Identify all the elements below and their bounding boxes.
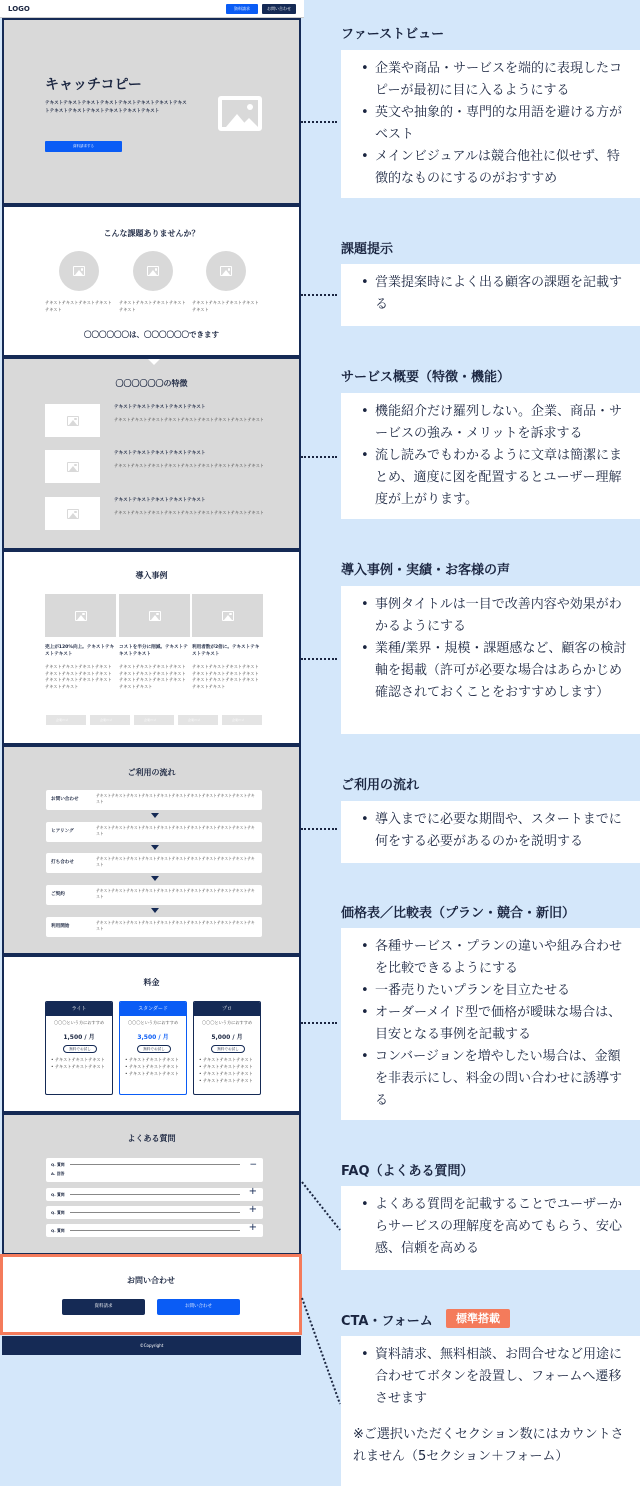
- panel-bullet: • 各種サービス・プランの違いや組み合わせを比較できるようにする: [375, 936, 631, 980]
- wf-hero-text: テキストテキストテキストテキストテキストテキストテキストテキストテキストテキストテキストテキストテキストテキスト: [45, 101, 187, 114]
- wf-faq-title: よくある質問: [127, 1134, 176, 1143]
- panel-title-flow: ご利用の流れ: [341, 778, 420, 793]
- panel-bullet: • 企業や商品・サービスを端的に表現したコピーが最初に目に入るようにする: [375, 58, 631, 102]
- wf-problem-conclusion: 〇〇〇〇〇〇は、〇〇〇〇〇〇できます: [84, 330, 219, 339]
- panel-bullet: • 業種/業界・規模・課題感など、顧客の検討軸を掲載（許可が必要な場合はあらかじめ確認されておくことをおすすめします）: [375, 638, 631, 704]
- panel-bullet: • 機能紹介だけ羅列しない。企業、商品・サービスの強み・メリットを訴求する: [375, 401, 631, 445]
- wf-feature-head-3: テキストテキストテキストテキストテキスト: [114, 498, 206, 503]
- wf-faq-item-open[interactable]: Q. 質問 A. 回答 −: [46, 1158, 263, 1182]
- panel-box-cases: [341, 586, 640, 734]
- panel-box-pricing: [341, 928, 640, 1120]
- wf-hero-title: キャッチコピー: [45, 77, 142, 93]
- wf-pricing-title: 料金: [143, 978, 160, 987]
- wf-case-image-3: [192, 594, 263, 637]
- wf-cta-title: お問い合わせ: [127, 1276, 175, 1285]
- wf-flow-arrow: [151, 845, 159, 850]
- wf-client-logo-4: 企業ロゴ: [178, 715, 218, 725]
- wf-feature-image-1: [45, 404, 100, 437]
- panel-bullet: • 導入までに必要な期間や、スタートまでに何をする必要があるのかを説明する: [375, 809, 631, 853]
- panel-title-pricing: 価格表／比較表（プラン・競合・新旧）: [341, 906, 576, 921]
- wf-problem-title: こんな課題ありませんか？: [103, 229, 200, 238]
- plus-icon: +: [248, 1204, 257, 1215]
- wf-case-head-2: コストを半分に削減。テキストテキストテキスト: [119, 645, 188, 657]
- wf-logo: LOGO: [8, 5, 30, 13]
- panel-box-firstview: [341, 50, 640, 198]
- panel-box-faq: [341, 1186, 640, 1270]
- wf-plan-standard: スタンダード 〇〇〇という方におすすめ 3,500 / 月 無料でお試し • テキストテキストテキスト • テキストテキストテキスト • テキストテキストテキスト: [119, 1001, 187, 1095]
- wf-flow-step-5: 利用開始 テキストテキストテキストテキストテキストテキストテキストテキストテキストテキストテキスト: [46, 917, 262, 937]
- wf-case-head-1: 売上が120%向上。テキストテキストテキスト: [45, 645, 115, 657]
- wf-footer: ©Copyright: [2, 1336, 301, 1355]
- wf-section-arrow: [148, 359, 160, 365]
- wf-problem-image-3: [206, 251, 246, 291]
- wf-flow-arrow: [151, 908, 159, 913]
- wf-cta-doc-button[interactable]: 資料請求: [62, 1299, 145, 1315]
- panel-title-service: サービス概要（特徴・機能）: [341, 370, 511, 385]
- panel-title-cta: CTA・フォーム: [341, 1314, 433, 1329]
- panel-badge-standard: 標準搭載: [446, 1309, 510, 1328]
- panel-bullet: • オーダーメイド型で価格が曖昧な場合は、目安となる事例を記載する: [375, 1002, 631, 1046]
- wf-navbar: [0, 0, 304, 18]
- wf-pricing-section: [2, 955, 301, 1113]
- panel-title-faq: FAQ（よくある質問）: [341, 1164, 474, 1179]
- wf-cases-title: 導入事例: [135, 571, 168, 580]
- wf-case-body-1: テキストテキストテキストテキストテキストテキストテキストテキストテキストテキストテキストテキストテキストテキスト: [45, 664, 112, 689]
- wf-features-title: 〇〇〇〇〇〇の特徴: [115, 379, 188, 388]
- panel-bullet: • 英文や抽象的・専門的な用語を避ける方がベスト: [375, 102, 631, 146]
- wf-flow-step-3: 打ち合わせ テキストテキストテキストテキストテキストテキストテキストテキストテキストテキストテキスト: [46, 853, 262, 873]
- wf-faq-item[interactable]: Q. 質問 +: [46, 1224, 263, 1237]
- wf-problem-image-2: [133, 251, 173, 291]
- wf-flow-step-4: ご契約 テキストテキストテキストテキストテキストテキストテキストテキストテキストテキストテキスト: [46, 885, 262, 905]
- wf-flow-arrow: [151, 813, 159, 818]
- panel-bullet: • 資料請求、無料相談、お問合せなど用途に合わせてボタンを設置し、フォームへ遷移させます: [375, 1344, 631, 1410]
- wf-flow-step-2: ヒアリング テキストテキストテキストテキストテキストテキストテキストテキストテキストテキストテキスト: [46, 822, 262, 842]
- wf-feature-head-1: テキストテキストテキストテキストテキスト: [114, 405, 206, 410]
- wf-cta-contact-button[interactable]: お問い合わせ: [157, 1299, 240, 1315]
- panel-box-service: [341, 393, 640, 519]
- wf-problem-text-1: テキストテキストテキストテキストテキスト: [45, 300, 112, 312]
- wf-client-logo-5: 企業ロゴ: [222, 715, 262, 725]
- wf-case-head-3: 利用者数が2倍に。テキストテキストテキスト: [192, 645, 260, 657]
- wf-plan-trial-button[interactable]: 無料でお試し: [137, 1045, 171, 1053]
- panel-title-firstview: ファーストビュー: [341, 27, 445, 42]
- panel-box-cta: [341, 1336, 640, 1486]
- wf-cta-section: [0, 1254, 302, 1335]
- wf-hero-image-icon: [218, 96, 262, 131]
- panel-bullet: • 一番売りたいプランを目立たせる: [375, 980, 631, 1002]
- wf-plan-trial-button[interactable]: 無料でお試し: [211, 1045, 245, 1053]
- panel-bullet: • コンバージョンを増やしたい場合は、金額を非表示にし、料金の問い合わせに誘導する: [375, 1046, 631, 1112]
- panel-title-problem: 課題提示: [341, 242, 394, 257]
- wf-faq-item[interactable]: Q. 質問 +: [46, 1206, 263, 1219]
- panel-box-flow: [341, 801, 640, 863]
- wf-plan-light: ライト 〇〇〇という方におすすめ 1,500 / 月 無料でお試し • テキストテキストテキスト • テキストテキストテキスト: [45, 1001, 113, 1095]
- wf-flow-step-1: お問い合わせ テキストテキストテキストテキストテキストテキストテキストテキストテキストテキストテキスト: [46, 790, 262, 810]
- wf-faq-item[interactable]: Q. 質問 +: [46, 1188, 263, 1201]
- panel-bullet: • よくある質問を記載することでユーザーからサービスの理解度を高めてもらう、安心感、信頼を高める: [375, 1194, 631, 1260]
- wf-case-body-3: テキストテキストテキストテキストテキストテキストテキストテキストテキストテキストテキストテキストテキストテキスト: [192, 664, 259, 689]
- wf-nav-contact-button[interactable]: お問い合わせ: [262, 4, 296, 14]
- minus-icon: −: [249, 1160, 257, 1170]
- wf-feature-body-3: テキストテキストテキストテキストテキストテキストテキストテキストテキスト: [114, 510, 264, 515]
- wf-feature-image-2: [45, 450, 100, 483]
- wf-hero-section: [2, 18, 301, 205]
- wf-problem-section: [2, 205, 301, 357]
- wf-case-image-2: [119, 594, 190, 637]
- panel-bullet: • 事例タイトルは一目で改善内容や効果がわかるようにする: [375, 594, 631, 638]
- wf-feature-body-2: テキストテキストテキストテキストテキストテキストテキストテキストテキスト: [114, 463, 264, 468]
- wf-client-logo-2: 企業ロゴ: [90, 715, 130, 725]
- wf-flow-title: ご利用の流れ: [127, 768, 176, 777]
- panel-bullet: • メインビジュアルは競合他社に似せず、特徴的なものにするのがおすすめ: [375, 146, 631, 190]
- wf-feature-image-3: [45, 497, 100, 530]
- wf-hero-button[interactable]: 資料請求する: [45, 141, 122, 152]
- wf-plan-trial-button[interactable]: 無料でお試し: [63, 1045, 97, 1053]
- panel-title-cases: 導入事例・実績・お客様の声: [341, 563, 511, 578]
- wf-client-logo-3: 企業ロゴ: [134, 715, 174, 725]
- explanation-panels: [304, 0, 640, 1486]
- wf-feature-body-1: テキストテキストテキストテキストテキストテキストテキストテキストテキスト: [114, 417, 264, 422]
- wf-cases-section: [2, 550, 301, 745]
- wf-faq-section: [2, 1113, 301, 1255]
- panel-bullet: • 営業提案時によく出る顧客の課題を記載する: [375, 272, 631, 316]
- wf-nav-doc-button[interactable]: 資料請求: [226, 4, 258, 14]
- panel-box-problem: [341, 264, 640, 326]
- wf-feature-head-2: テキストテキストテキストテキストテキスト: [114, 451, 206, 456]
- wf-features-section: [2, 357, 301, 550]
- wf-plan-pro: プロ 〇〇〇という方におすすめ 5,000 / 月 無料でお試し • テキストテキストテキスト • テキストテキストテキスト • テキストテキストテキスト • テキストテキストテキスト: [193, 1001, 261, 1095]
- plus-icon: +: [248, 1186, 257, 1197]
- wf-client-logo-1: 企業ロゴ: [46, 715, 86, 725]
- panel-note: ※ご選択いただくセクション数にはカウントされません（5セクション＋フォーム）: [353, 1427, 624, 1464]
- panel-bullet: • 流し読みでもわかるように文章は簡潔にまとめ、適度に図を配置するとユーザー理解度が上がります。: [375, 445, 631, 511]
- wf-case-image-1: [45, 594, 116, 637]
- wf-flow-section: [2, 745, 301, 955]
- wf-case-body-2: テキストテキストテキストテキストテキストテキストテキストテキストテキストテキストテキストテキストテキストテキスト: [119, 664, 186, 689]
- wf-problem-text-2: テキストテキストテキストテキストテキスト: [119, 300, 186, 312]
- wf-problem-image-1: [59, 251, 99, 291]
- wf-flow-arrow: [151, 876, 159, 881]
- wf-problem-text-3: テキストテキストテキストテキストテキスト: [192, 300, 259, 312]
- wireframe: [0, 0, 304, 1486]
- plus-icon: +: [248, 1222, 257, 1233]
